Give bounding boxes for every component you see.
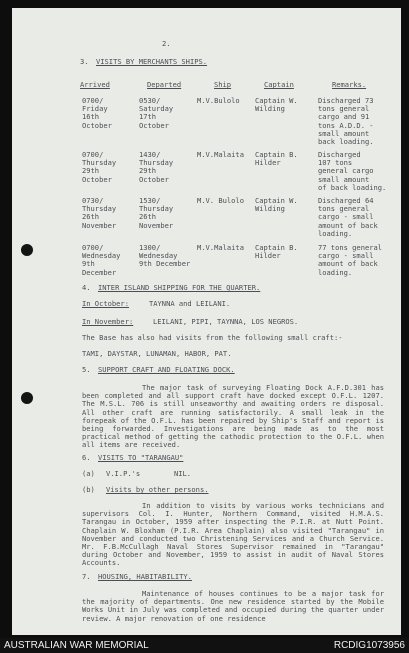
october-text: TAYNNA and LEILANI. xyxy=(149,299,231,308)
row-3-arrived: 0730/ Thursday 26th November xyxy=(82,196,117,230)
header-arrived: Arrived xyxy=(80,80,110,89)
row-2-captain: Captain B. Hilder xyxy=(255,150,298,168)
november-text: LEILANI, PIPI, TAYNNA, LOS NEGROS. xyxy=(153,317,299,326)
header-captain: Captain xyxy=(264,80,294,89)
section-3-number: 3. xyxy=(80,57,89,66)
base-craft-text: The Base has also had visits from the following small craft:- xyxy=(82,333,343,342)
row-3-ship: M.V. Bulolo xyxy=(197,196,244,205)
november-label: In November: xyxy=(82,317,134,326)
craft-list: TAMI, DAYSTAR, LUNAMAN, HABOR, PAT. xyxy=(82,349,232,358)
row-1-remarks: Discharged 73 tons general cargo and 91 tons A.D.D. - small amount back loading. xyxy=(318,96,374,147)
section-4-title: INTER ISLAND SHIPPING FOR THE QUARTER. xyxy=(98,283,261,292)
section-7-text: Maintenance of houses continues to be a major task for the majority of departments. One new residence started by the Mobile Works Unit in July was completed and occupied during the quarter under review. A major renovation of one residence xyxy=(82,589,384,623)
row-2-ship: M.V.Malaita xyxy=(197,150,244,159)
section-5-number: 5. xyxy=(82,365,91,374)
item-a-label: (a) xyxy=(82,469,95,478)
row-1-departed: 0530/ Saturday 17th October xyxy=(139,96,174,130)
archive-footer xyxy=(0,638,409,653)
item-a-text: V.I.P.'s xyxy=(106,469,141,478)
section-6-title: VISITS TO "TARANGAU" xyxy=(98,453,184,462)
row-4-departed: 1300/ Wednesday 9th December xyxy=(139,243,191,269)
row-2-departed: 1430/ Thursday 29th October xyxy=(139,150,174,184)
section-4-number: 4. xyxy=(82,283,91,292)
row-2-remarks: Discharged 107 tons general cargo small amount of back loading. xyxy=(318,150,387,192)
section-5-text: The major task of surveying Floating Dock A.F.D.301 has been completed and all support craft have docked except O.F.L. 1207. The M.S.L. 706 is still unseaworthy and awaiting orders re disposal. All other craft are running satisfactorily. A small leak in the forepeak of the O.F.L. has been repaired by Ship's Staff and report is being forwarded. Investigations are being made as to the most practical method of getting the cathodic protection to the O.F.L. when all items are received. xyxy=(82,383,384,450)
item-a-value: NIL. xyxy=(174,469,192,478)
header-ship: Ship xyxy=(214,80,232,89)
row-3-departed: 1530/ Thursday 26th November xyxy=(139,196,174,230)
section-5-title: SUPPORT CRAFT AND FLOATING DOCK. xyxy=(98,365,235,374)
row-3-captain: Captain W. Wilding xyxy=(255,196,298,214)
section-7-number: 7. xyxy=(82,572,91,581)
document-page xyxy=(12,8,401,635)
section-7-title: HOUSING, HABITABILITY. xyxy=(98,572,192,581)
row-4-captain: Captain B. Hilder xyxy=(255,243,298,261)
row-4-arrived: 0700/ Wednesday 9th December xyxy=(82,243,121,277)
row-1-captain: Captain W. Wilding xyxy=(255,96,298,114)
row-2-arrived: 0700/ Thursday 29th October xyxy=(82,150,117,184)
footer-record-id: RCDIG1073956 xyxy=(333,640,405,651)
section-6-number: 6. xyxy=(82,453,91,462)
row-3-remarks: Discharged 64 tons general cargo - small amount of back loading. xyxy=(318,196,378,238)
row-4-ship: M.V.Malaita xyxy=(197,243,244,252)
item-b-text: Visits by other persons. xyxy=(106,485,209,494)
item-b-label: (b) xyxy=(82,485,95,494)
section-3-title: VISITS BY MERCHANTS SHIPS. xyxy=(96,57,208,66)
header-departed: Departed xyxy=(147,80,182,89)
header-remarks: Remarks. xyxy=(332,80,367,89)
row-1-ship: M.V.Bulolo xyxy=(197,96,240,105)
footer-institution: AUSTRALIAN WAR MEMORIAL xyxy=(4,640,149,651)
page-number: 2. xyxy=(162,39,171,48)
row-4-remarks: 77 tons general cargo - small amount of back loading. xyxy=(318,243,383,277)
row-1-arrived: 0700/ Friday 16th October xyxy=(82,96,112,130)
october-label: In October: xyxy=(82,299,129,308)
punch-hole xyxy=(21,392,33,404)
punch-hole xyxy=(21,244,33,256)
section-6-text: In addition to visits by various works technicians and supervisors Col. I. Hunter, Northern Command, visited H.M.A.S. Tarangau in October, 1959 after inspecting the P.I.R. at Nutt Point. Chaplain W. Bloxham (P.I.R. Area Chaplain) also visited "Tarangau" in November and conducted two Christening Services and a Church Service. Mr. F.B.McCullagh Naval Stores Supervisor remained in "Tarangau" during October and November, 1959 to assist in audit of Naval Stores Accounts. xyxy=(82,501,384,568)
